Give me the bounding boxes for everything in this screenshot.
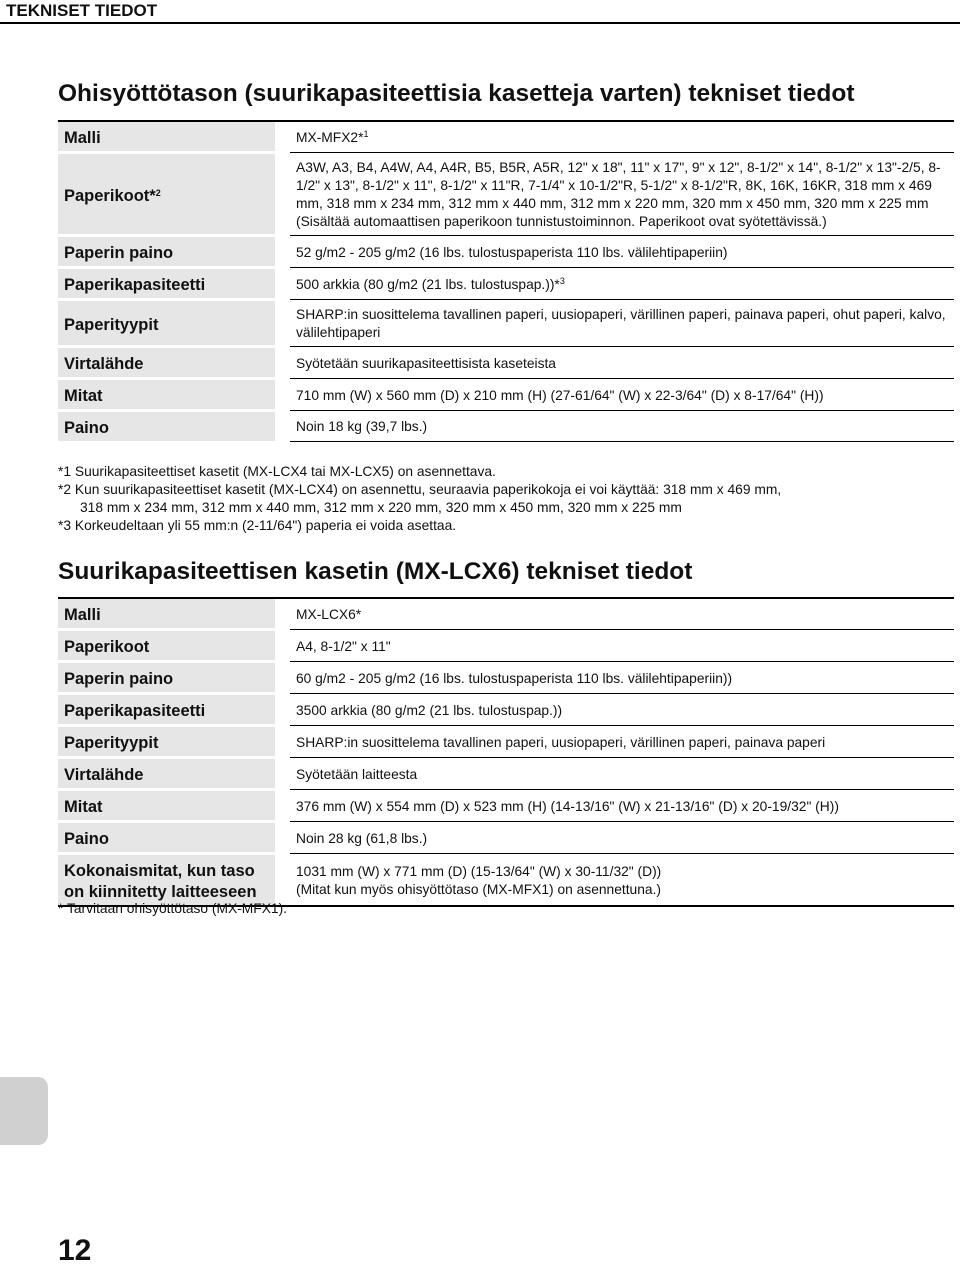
table-row: [58, 300, 954, 347]
row-label: Paperityypit: [58, 300, 275, 347]
table-row: [58, 662, 954, 694]
table-row: [58, 153, 954, 236]
table-row: [58, 822, 954, 854]
row-value: Noin 28 kg (61,8 lbs.): [290, 822, 954, 854]
footnotes-section2: [58, 900, 287, 918]
footnotes-section1: [58, 463, 781, 535]
footnote: *1 Suurikapasiteettiset kasetit (MX-LCX4 tai MX-LCX5) on asennettava.: [58, 464, 496, 479]
table-row: [58, 630, 954, 662]
row-label: Virtalähde: [58, 758, 275, 790]
table-row: [58, 411, 954, 442]
table-row: [58, 694, 954, 726]
row-label: Paperikapasiteetti: [58, 694, 275, 726]
row-label: Paino: [58, 822, 275, 854]
table-row: [58, 268, 954, 300]
row-value: Syötetään suurikapasiteettisista kaseteista: [290, 347, 954, 379]
row-label: Paino: [58, 411, 275, 442]
header-bar: [0, 0, 960, 24]
row-label: Virtalähde: [58, 347, 275, 379]
table-row: [58, 790, 954, 822]
row-value: A3W, A3, B4, A4W, A4, A4R, B5, B5R, A5R, 12" x 18", 11" x 17", 9" x 12", 8-1/2" x 14", 8-1/2" x 13"-2/5, 8-1/2" x 13", 8-1/2" x 11", 8-1/2" x 11"R, 7-1/4" x 10-1/2"R, 5-1/2" x 8-1/2"R, 8K, 16K, 16KR, 318 mm x 469 mm, 318 mm x 234 mm, 312 mm x 440 mm, 312 mm x 220 mm, 320 mm x 450 mm, 320 mm x 225 mm (Sisältää automaattisen paperikoon tunnistustoiminnon. Paperikoot ovat syötettävissä.): [290, 153, 954, 236]
spec-table-lcx6: [58, 597, 954, 907]
footnote: *3 Korkeudeltaan yli 55 mm:n (2-11/64") paperia ei voida asettaa.: [58, 518, 457, 533]
table-row: [58, 379, 954, 411]
footnote: * Tarvitaan ohisyöttötaso (MX-MFX1).: [58, 901, 288, 916]
row-value: 3500 arkkia (80 g/m2 (21 lbs. tulostuspap.)): [290, 694, 954, 726]
row-label: Malli: [58, 121, 275, 153]
row-value: 710 mm (W) x 560 mm (D) x 210 mm (H) (27-61/64" (W) x 22-3/64" (D) x 8-17/64" (H)): [290, 379, 954, 411]
page-number: 12: [58, 1234, 92, 1267]
row-value: 500 arkkia (80 g/m2 (21 lbs. tulostuspap.))*$^3$: [290, 268, 954, 300]
section2-title: Suurikapasiteettisen kasetin (MX-LCX6) tekniset tiedot: [58, 558, 693, 585]
row-value: Noin 18 kg (39,7 lbs.): [290, 411, 954, 442]
row-label: Paperityypit: [58, 726, 275, 758]
row-label: Paperikapasiteetti: [58, 268, 275, 300]
row-value: 52 g/m2 - 205 g/m2 (16 lbs. tulostuspaperista 110 lbs. välilehtipaperiin): [290, 236, 954, 268]
table-row: [58, 758, 954, 790]
section-header: TEKNISET TIEDOT: [6, 1, 158, 20]
row-value: SHARP:in suosittelema tavallinen paperi, uusiopaperi, värillinen paperi, painava paperi: [290, 726, 954, 758]
row-value: Syötetään laitteesta: [290, 758, 954, 790]
row-value: A4, 8-1/2" x 11": [290, 630, 954, 662]
row-label: Paperikoot*$^2$: [58, 153, 275, 236]
row-value: MX-LCX6*: [290, 598, 954, 630]
row-value: 376 mm (W) x 554 mm (D) x 523 mm (H) (14-13/16" (W) x 21-13/16" (D) x 20-19/32" (H)): [290, 790, 954, 822]
table-row: [58, 854, 954, 907]
row-label: Mitat: [58, 790, 275, 822]
row-value: MX-MFX2*$^1$: [290, 121, 954, 153]
table-row: [58, 347, 954, 379]
row-label: Mitat: [58, 379, 275, 411]
table-row: [58, 121, 954, 153]
table-row: [58, 726, 954, 758]
side-tab-marker: [0, 1077, 48, 1145]
row-value: 60 g/m2 - 205 g/m2 (16 lbs. tulostuspaperista 110 lbs. välilehtipaperiin)): [290, 662, 954, 694]
row-value: 1031 mm (W) x 771 mm (D) (15-13/64" (W) x 30-11/32" (D)) (Mitat kun myös ohisyöttötaso (MX-MFX1) on asennettuna.): [290, 854, 954, 907]
row-label: Paperin paino: [58, 662, 275, 694]
row-label: Malli: [58, 598, 275, 630]
table-row: [58, 598, 954, 630]
row-value: SHARP:in suosittelema tavallinen paperi, uusiopaperi, värillinen paperi, painava paperi, ohut paperi, kalvo, välilehtipaperi: [290, 300, 954, 347]
table-row: [58, 236, 954, 268]
row-label: Paperikoot: [58, 630, 275, 662]
row-label: Paperin paino: [58, 236, 275, 268]
section1-title: Ohisyöttötason (suurikapasiteettisia kasetteja varten) tekniset tiedot: [58, 80, 855, 107]
spec-table-mfx2: [58, 120, 954, 442]
footnote: *2 Kun suurikapasiteettiset kasetit (MX-LCX4) on asennettu, seuraavia paperikokoja ei voi käyttää: 318 mm x 469 mm,: [58, 482, 782, 497]
row-label: Kokonaismitat, kun taso on kiinnitetty laitteeseen: [58, 854, 275, 907]
footnote: 318 mm x 234 mm, 312 mm x 440 mm, 312 mm x 220 mm, 320 mm x 450 mm, 320 mm x 225 mm: [80, 500, 682, 515]
